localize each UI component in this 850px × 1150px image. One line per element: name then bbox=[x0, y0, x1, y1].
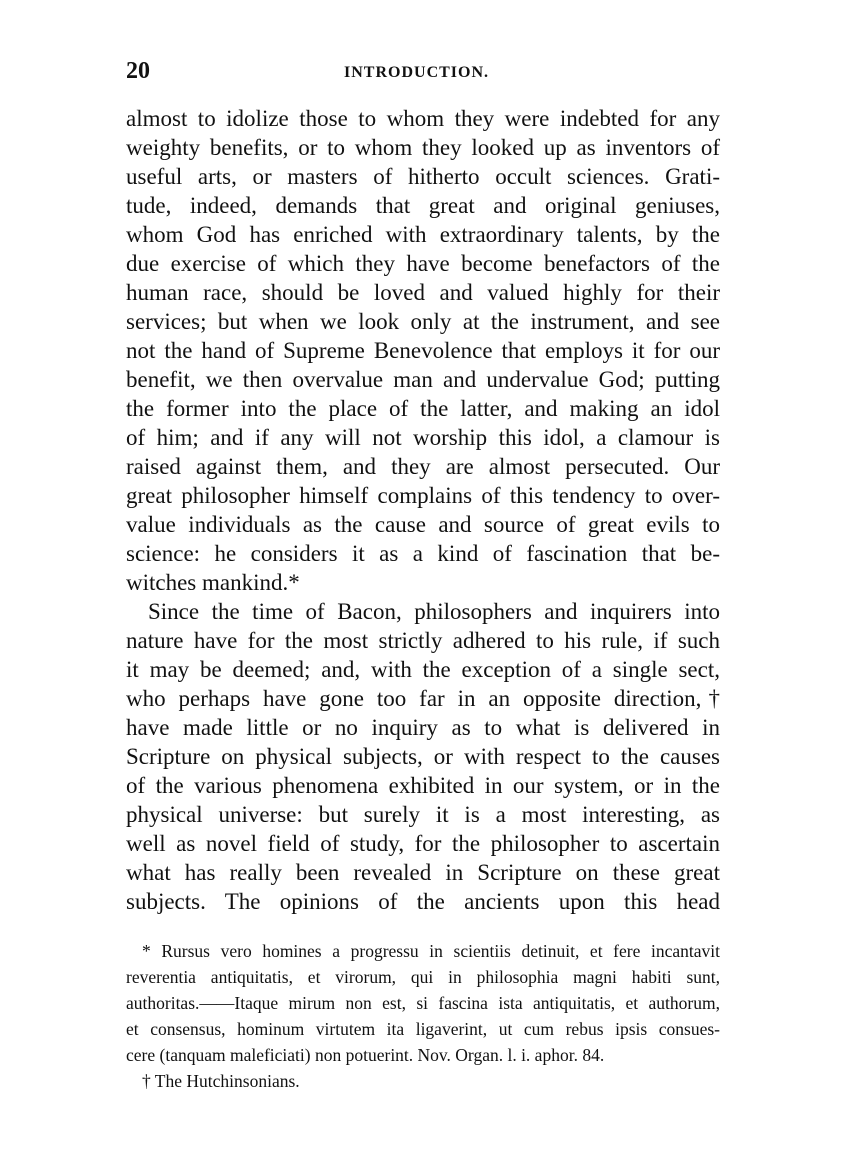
page-number: 20 bbox=[126, 58, 150, 84]
body-line: useful arts, or masters of hitherto occult sciences. Grati- bbox=[126, 164, 720, 189]
footnote-line: reverentia antiquitatis, et virorum, qui in philosophia magni habiti sunt, bbox=[126, 967, 720, 987]
body-line-paragraph-end: witches mankind.* bbox=[126, 570, 300, 595]
body-line: of him; and if any will not worship this idol, a clamour is bbox=[126, 425, 720, 450]
body-line: nature have for the most strictly adhered to his rule, if such bbox=[126, 628, 720, 653]
body-line: the former into the place of the latter, and making an idol bbox=[126, 396, 720, 421]
running-head bbox=[126, 58, 720, 88]
body-line: weighty benefits, or to whom they looked up as inventors of bbox=[126, 135, 720, 160]
body-line: well as novel field of study, for the philosopher to ascertain bbox=[126, 831, 720, 856]
footnotes bbox=[126, 938, 720, 1094]
body-line: tude, indeed, demands that great and original geniuses, bbox=[126, 193, 720, 218]
body-text bbox=[126, 104, 720, 916]
body-line: have made little or no inquiry as to what is delivered in bbox=[126, 715, 720, 740]
body-line: benefit, we then overvalue man and undervalue God; putting bbox=[126, 367, 720, 392]
body-line: due exercise of which they have become benefactors of the bbox=[126, 251, 720, 276]
body-line: who perhaps have gone too far in an opposite direction,† bbox=[126, 686, 720, 711]
running-title: INTRODUCTION. bbox=[344, 64, 490, 81]
body-line: it may be deemed; and, with the exception of a single sect, bbox=[126, 657, 720, 682]
footnote-line: * Rursus vero homines a progressu in scientiis detinuit, et fere incantavit bbox=[142, 941, 720, 961]
body-line: whom God has enriched with extraordinary talents, by the bbox=[126, 222, 720, 247]
footnote-line: cere (tanquam maleficiati) non potuerint. Nov. Organ. l. i. aphor. 84. bbox=[126, 1045, 605, 1065]
body-line: science: he considers it as a kind of fascination that be- bbox=[126, 541, 720, 566]
body-line: not the hand of Supreme Benevolence that employs it for our bbox=[126, 338, 720, 363]
body-line-paragraph-start: Since the time of Bacon, philosophers and inquirers into bbox=[148, 599, 720, 624]
footnote-line: authoritas.——Itaque mirum non est, si fascina ista antiquitatis, et authorum, bbox=[126, 993, 720, 1013]
body-line: value individuals as the cause and source of great evils to bbox=[126, 512, 720, 537]
body-line: services; but when we look only at the instrument, and see bbox=[126, 309, 720, 334]
footnote-line: † The Hutchinsonians. bbox=[142, 1071, 300, 1091]
body-line: physical universe: but surely it is a most interesting, as bbox=[126, 802, 720, 827]
body-line: of the various phenomena exhibited in our system, or in the bbox=[126, 773, 720, 798]
body-line: great philosopher himself complains of this tendency to over- bbox=[126, 483, 720, 508]
body-line: raised against them, and they are almost persecuted. Our bbox=[126, 454, 720, 479]
body-line: subjects. The opinions of the ancients upon this head bbox=[126, 889, 720, 914]
body-line: almost to idolize those to whom they were indebted for any bbox=[126, 106, 720, 131]
body-line: Scripture on physical subjects, or with respect to the causes bbox=[126, 744, 720, 769]
body-line: human race, should be loved and valued highly for their bbox=[126, 280, 720, 305]
footnote-line: et consensus, hominum virtutem ita ligaverint, ut cum rebus ipsis consues- bbox=[126, 1019, 720, 1039]
body-line: what has really been revealed in Scripture on these great bbox=[126, 860, 720, 885]
